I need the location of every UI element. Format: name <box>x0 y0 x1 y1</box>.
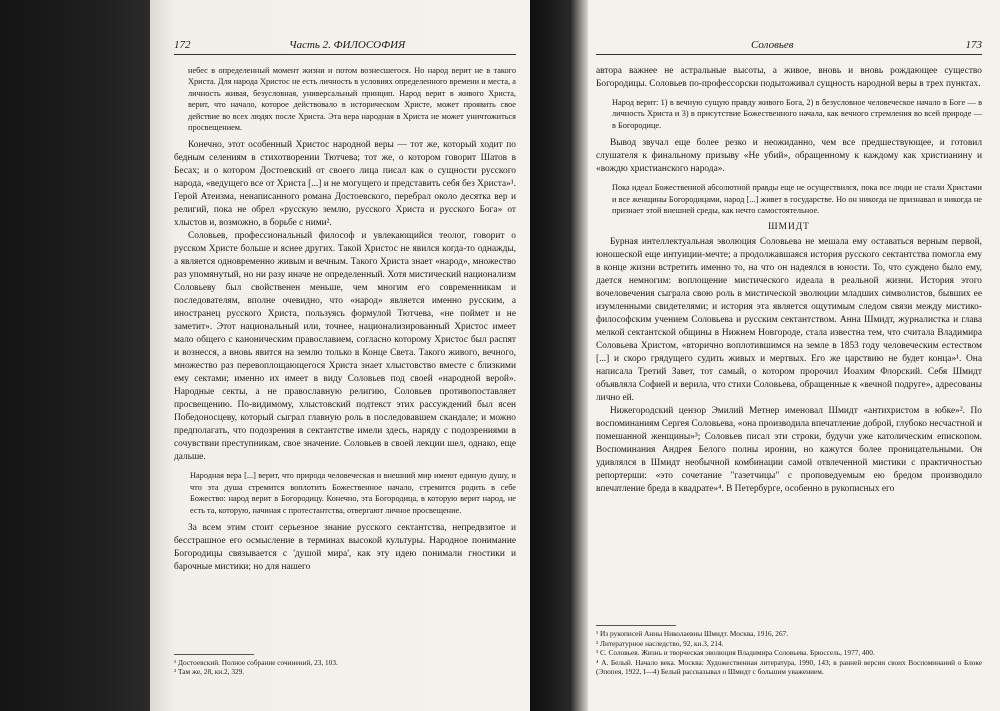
footnote-rule <box>174 654 254 655</box>
left-paragraph-1: Конечно, этот особенный Христос народной веры — тот же, который ходит по бедным селениям в стихотворении Тютчева; тот же, о котором говорит Шатов в Бесах; и о котором Достоевский от своего лица писал как о сущности русского народа, «ведущего все от Христа [...] и не могущего и представить себя без Христа»¹. Герой Атеизма, ненаписанного романа Достоевского, перебрал около десятка вер и религий, пока не обрел «русскую землю, русского Христа и русского Бога» от хлыстов и, возможно, в борьбе с ними². <box>174 140 516 229</box>
right-paragraph-2: Вывод звучал еще более резко и неожиданно, чем все предшествующее, и готовил слушателя к финальному призыву «Не убий», обращенному к каждому как христианину и «вождю христианского народа». <box>596 138 982 175</box>
section-heading: ШМИДТ <box>768 222 810 233</box>
footnote-rule <box>596 625 676 626</box>
right-running-head <box>596 36 982 55</box>
right-paragraph-4: Нижегородский цензор Эмилий Метнер именовал Шмидт «антихристом в юбке»². По воспоминаниям Сергея Соловьева, «она производила впечатление доброй, глубоко несчастной и помешанной женщины»³; Соловьев писал эти строки, будучи уже католическим епископом. Воспоминания Андрея Белого полны иронии, но кажутся более проницательными. Он удивлялся в Шмидт необычной комбинации самой отвлеченной мистики с практичностью репортерши: «это сочетание "газетчицы" с проповедуемым ею бредом производило впечатление бреда в квадрате»⁴. В Петербурге, особенно в рукописных его <box>596 406 982 495</box>
right-quote-2: Пока идеал Божественной абсолютной правды еще не осуществился, пока все люди не стали Христами и все женщины Богородицами, народ [...] живет в государстве. Но он никогда не признавал и никогда не признает этой внешней среды, как нечто самостоятельное. <box>612 183 982 216</box>
right-page <box>588 0 1000 711</box>
footnote: ¹ Достоевский. Полное собрание сочинений, 23, 103. <box>174 657 338 667</box>
book-gutter <box>530 0 588 711</box>
left-quote-top: небес в определенный момент жизни и потом вознесшегося. Но народ верит не в такого Христа. Для народа Христос не есть личность в условиях определенного времени и места, а личность живая, безусловная, универсальный принцип. Народ верит в живого Христа, верит, что начало, которое действовало в историческом Христе, может проявить свое действие во всех людях после Христа. Эта вера народная в Христа не может уничтожиться просвещением. <box>188 66 516 133</box>
right-running-title: Соловьев <box>751 39 794 51</box>
right-paragraph-1: автора важнее не астральные высоты, а живое, вновь и вновь рождающее существо Богородицы. Соловьев по-профессорски подытоживал сущность народной веры в трех пунктах. <box>596 66 982 89</box>
left-quote-2: Народная вера [...] верит, что природа человеческая и внешний мир имеют единую душу, и что эта душа стремится воплотить Божественное начало, стремится родить в себе Божество: народ верит в Богородицу. Конечно, эта Богородица, в которую верит народ, не есть та, которую, начиная с протестантства, отвергают личное просвещение. <box>190 471 516 515</box>
left-page-number: 172 <box>174 39 191 51</box>
left-paragraph-3: За всем этим стоит серьезное знание русского сектантства, непредвзятое и бесстрашное его осмысление в терминах высокой культуры. Народное понимание Богородицы связывается с 'душой мира', как эту идею понимали гностики и барочные мистики; но для нашего <box>174 523 516 573</box>
right-footnotes <box>596 625 982 677</box>
footnote: ² Литературное наследство, 92, кн.3, 214. <box>596 638 724 648</box>
right-quote-1: Народ верит: 1) в вечную сущую правду живого Бога, 2) в безусловное человеческое начало в Боге — в личность Христа и 3) в присутствие Божественного начала, как вечного стремления во всей природе — в Богородице. <box>612 98 982 130</box>
footnote: ¹ Из рукописей Анны Николаевны Шмидт. Москва, 1916, 267. <box>596 629 789 639</box>
scan-dark-margin <box>0 0 150 711</box>
left-page <box>150 0 530 711</box>
right-paragraph-3: Бурная интеллектуальная эволюция Соловьева не мешала ему оставаться верным первой, юношеской еще интуиции-мечте; а продолжавшаяся история русского сектантства помогла ему в конце жизни встретить именно то, на что он надеялся в юности. То, что суждено было ему, дается немногим: воплощение мистического идеала в реальной жизни. История этого вочеловечения сыграла свою роль в мистической эволюции младших символистов, бывших ее изумленными свидетелями; и история эта является ощутимым следом связи между мистико-философским учением Соловьева и русским сектантством. Анна Шмидт, журналистка и глава мелкой сектантской общины в Нижнем Новгороде, стала известна тем, что считала Владимира Соловьева Христом, «вторично воплотившимся на земле в 1853 году человеческим естеством [...] и скоро грядущего судить живых и мертвых. Его же царствию не будет конца»¹. Она написала Третий Завет, тот самый, о котором пророчил Иоахим Флорский. Себя Шмидт объявляла Софией и верила, что стихи Соловьева, обращенные к «вечной подруге», адресованы лично ей. <box>596 237 982 404</box>
left-paragraph-2: Соловьев, профессиональный философ и увлекающийся теолог, говорит о русском Христе больше и яснее других. Такой Христос не явился когда-то однажды, а является одновременно живым и вечным. Такого Христа знает «народ», множество раз упомянутый, но ни разу иначе не определенный. Хотя мистический национализм Соловьеву был свойственен меньше, чем многим его современникам и последователям, вполне очевидно, что «народ» является именно русским, а иностранец русского Христа, пользуясь формулой Тютчева, «не поймет и не заметит». Этот национальный или, точнее, национализированный Христос имеет мало общего с каноническим православием, согласно которому Христос был распят и вознесся, а вновь явится на землю только в Конце Света. Такого живого, вечного, множество раз перевоплощающегося Христа знает хлыстовство вместе с близкими ему сектами; именно их имеет в виду Соловьев под своей «народной верой». Народные секты, а не православную религию, Соловьев противопоставляет просвещению. По-видимому, хлыстовский подтекст этих рассуждений был ясен Победоносцеву, который сыграл главную роль в последовавшем скандале; и можно предполагать, что подозрения в сектантстве имели здесь, наряду с подозрениями в сочувствии преступникам, свое значение. Соловьев в своей лекции шел, однако, еще дальше. <box>174 231 516 463</box>
footnote: ⁴ А. Белый. Начало века. Москва: Художественная литература, 1990, 143; в ранней версии своих Воспоминаний о Блоке (Эпопея, 1922, I—4) Белый рассказывал о Шмидт с большим уважением. <box>596 657 982 677</box>
footnote: ² Там же, 28, кн.2, 329. <box>174 667 245 677</box>
left-running-head <box>174 36 516 55</box>
footnote: ³ С. Соловьев. Жизнь и творческая эволюция Владимира Соловьева. Брюссель, 1977, 400. <box>596 648 875 658</box>
left-running-title: Часть 2. ФИЛОСОФИЯ <box>289 39 406 51</box>
left-footnotes <box>174 654 516 677</box>
right-page-number: 173 <box>965 39 982 51</box>
